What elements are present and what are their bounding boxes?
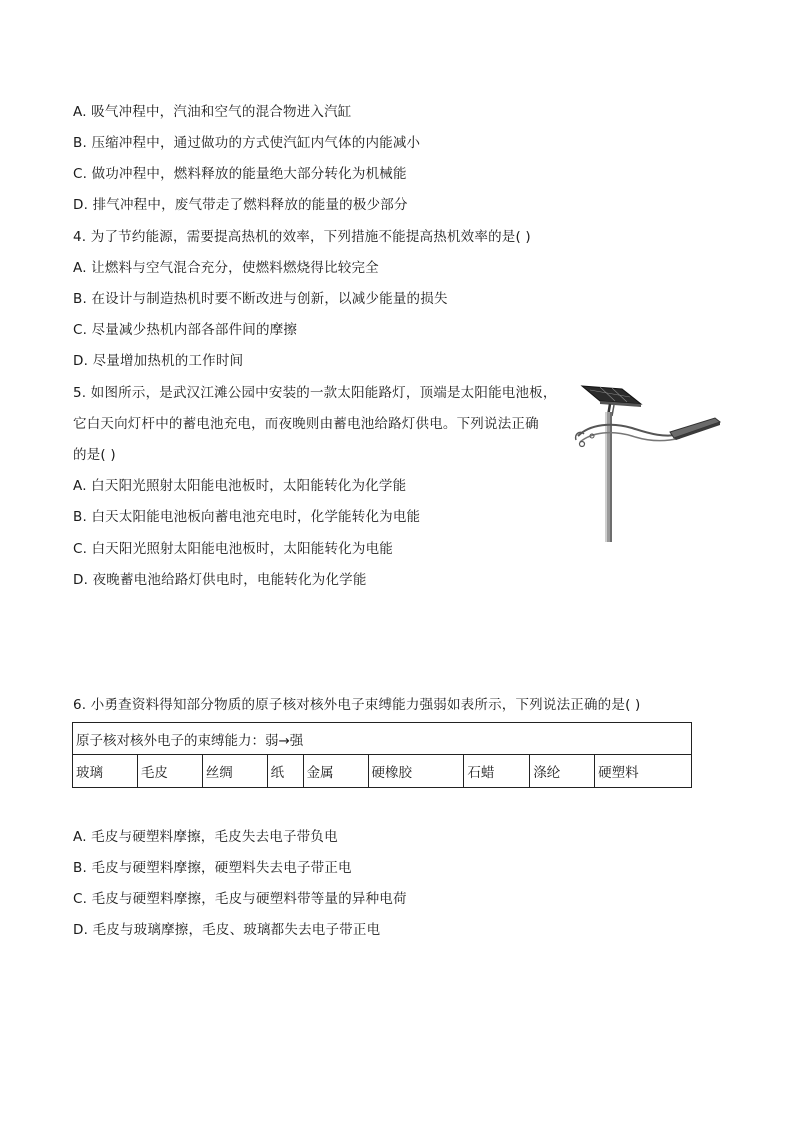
table-cell: 玻璃 [73, 755, 138, 788]
q4-option-b: B. 在设计与制造热机时要不断改进与创新，以减少能量的损失 [73, 291, 448, 307]
q4-stem: 4. 为了节约能源，需要提高热机的效率，下列措施不能提高热机效率的是( ) [73, 229, 531, 245]
q6-stem: 6. 小勇查资料得知部分物质的原子核对核外电子束缚能力强弱如表所示，下列说法正确的是( ) [73, 697, 641, 713]
q5-option-b: B. 白天太阳能电池板向蓄电池充电时，化学能转化为电能 [73, 509, 421, 525]
table-cell: 硬塑料 [595, 755, 692, 788]
table-cell: 纸 [267, 755, 303, 788]
lamp-head [670, 418, 720, 438]
q3-option-d: D. 排气冲程中，废气带走了燃料释放的能量的极少部分 [73, 197, 408, 213]
q5-stem-line-2: 它白天向灯杆中的蓄电池充电，而夜晚则由蓄电池给路灯供电。下列说法正确 [73, 416, 539, 432]
q5-option-d: D. 夜晚蓄电池给路灯供电时，电能转化为化学能 [73, 572, 367, 588]
table-cell: 涤纶 [530, 755, 595, 788]
q3-option-c: C. 做功冲程中，燃料释放的能量绝大部分转化为机械能 [73, 166, 407, 182]
table-cell: 毛皮 [137, 755, 202, 788]
table-cell: 金属 [303, 755, 368, 788]
electron-binding-table [72, 722, 692, 788]
solar-panel [582, 386, 641, 404]
table-cell: 石蜡 [464, 755, 530, 788]
q6-option-a: A. 毛皮与硬塑料摩擦，毛皮失去电子带负电 [73, 829, 338, 845]
q5-stem-line-3: 的是( ) [73, 447, 116, 463]
q3-option-b: B. 压缩冲程中，通过做功的方式使汽缸内气体的内能减小 [73, 135, 421, 151]
q4-option-c: C. 尽量减少热机内部各部件间的摩擦 [73, 322, 298, 338]
q6-option-b: B. 毛皮与硬塑料摩擦，硬塑料失去电子带正电 [73, 860, 352, 876]
q6-option-d: D. 毛皮与玻璃摩擦，毛皮、玻璃都失去电子带正电 [73, 922, 381, 938]
q4-option-a: A. 让燃料与空气混合充分，使燃料燃烧得比较完全 [73, 260, 379, 276]
q5-option-a: A. 白天阳光照射太阳能电池板时，太阳能转化为化学能 [73, 478, 407, 494]
table-header: 原子核对核外电子的束缚能力：弱→强 [73, 723, 692, 755]
table-cell: 丝绸 [202, 755, 267, 788]
q5-option-c: C. 白天阳光照射太阳能电池板时，太阳能转化为电能 [73, 541, 394, 557]
solar-street-lamp-figure [570, 382, 725, 544]
q4-option-d: D. 尽量增加热机的工作时间 [73, 353, 244, 369]
q3-option-a: A. 吸气冲程中，汽油和空气的混合物进入汽缸 [73, 104, 352, 120]
q5-stem-line-1: 5. 如图所示，是武汉江滩公园中安装的一款太阳能路灯，顶端是太阳能电池板， [73, 385, 557, 401]
q6-option-c: C. 毛皮与硬塑料摩擦，毛皮与硬塑料带等量的异种电荷 [73, 891, 407, 907]
table-cell: 硬橡胶 [368, 755, 464, 788]
